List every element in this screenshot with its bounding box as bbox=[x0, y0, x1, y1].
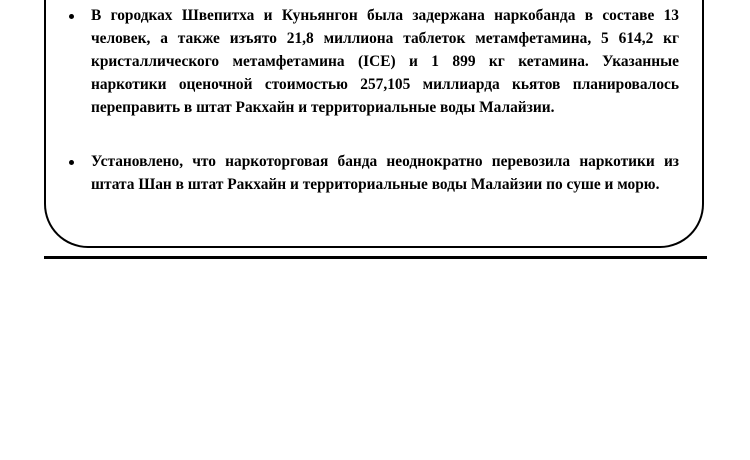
list-item bbox=[91, 4, 679, 119]
horizontal-rule bbox=[44, 256, 707, 259]
bullet-text: В городках Швепитха и Куньянгон была задержана наркобанда в составе 13 человек, а также изъято 21,8 миллиона таблеток метамфетамина, 5 614,2 кг кристаллического метамфетамина (ICE) и 1 899 кг кетамина. Указанные наркотики оценочной стоимостью 257,105 миллиарда кьятов планировалось переправить в штат Ракхайн и территориальные воды Малайзии. bbox=[91, 7, 679, 116]
bullet-text: Установлено, что наркоторговая банда неоднократно перевозила наркотики из штата Шан в штат Ракхайн и территориальные воды Малайзии по суше и морю. bbox=[91, 153, 679, 193]
bullet-marker bbox=[69, 14, 74, 19]
bullet-marker bbox=[69, 160, 74, 165]
list-item bbox=[91, 150, 679, 196]
